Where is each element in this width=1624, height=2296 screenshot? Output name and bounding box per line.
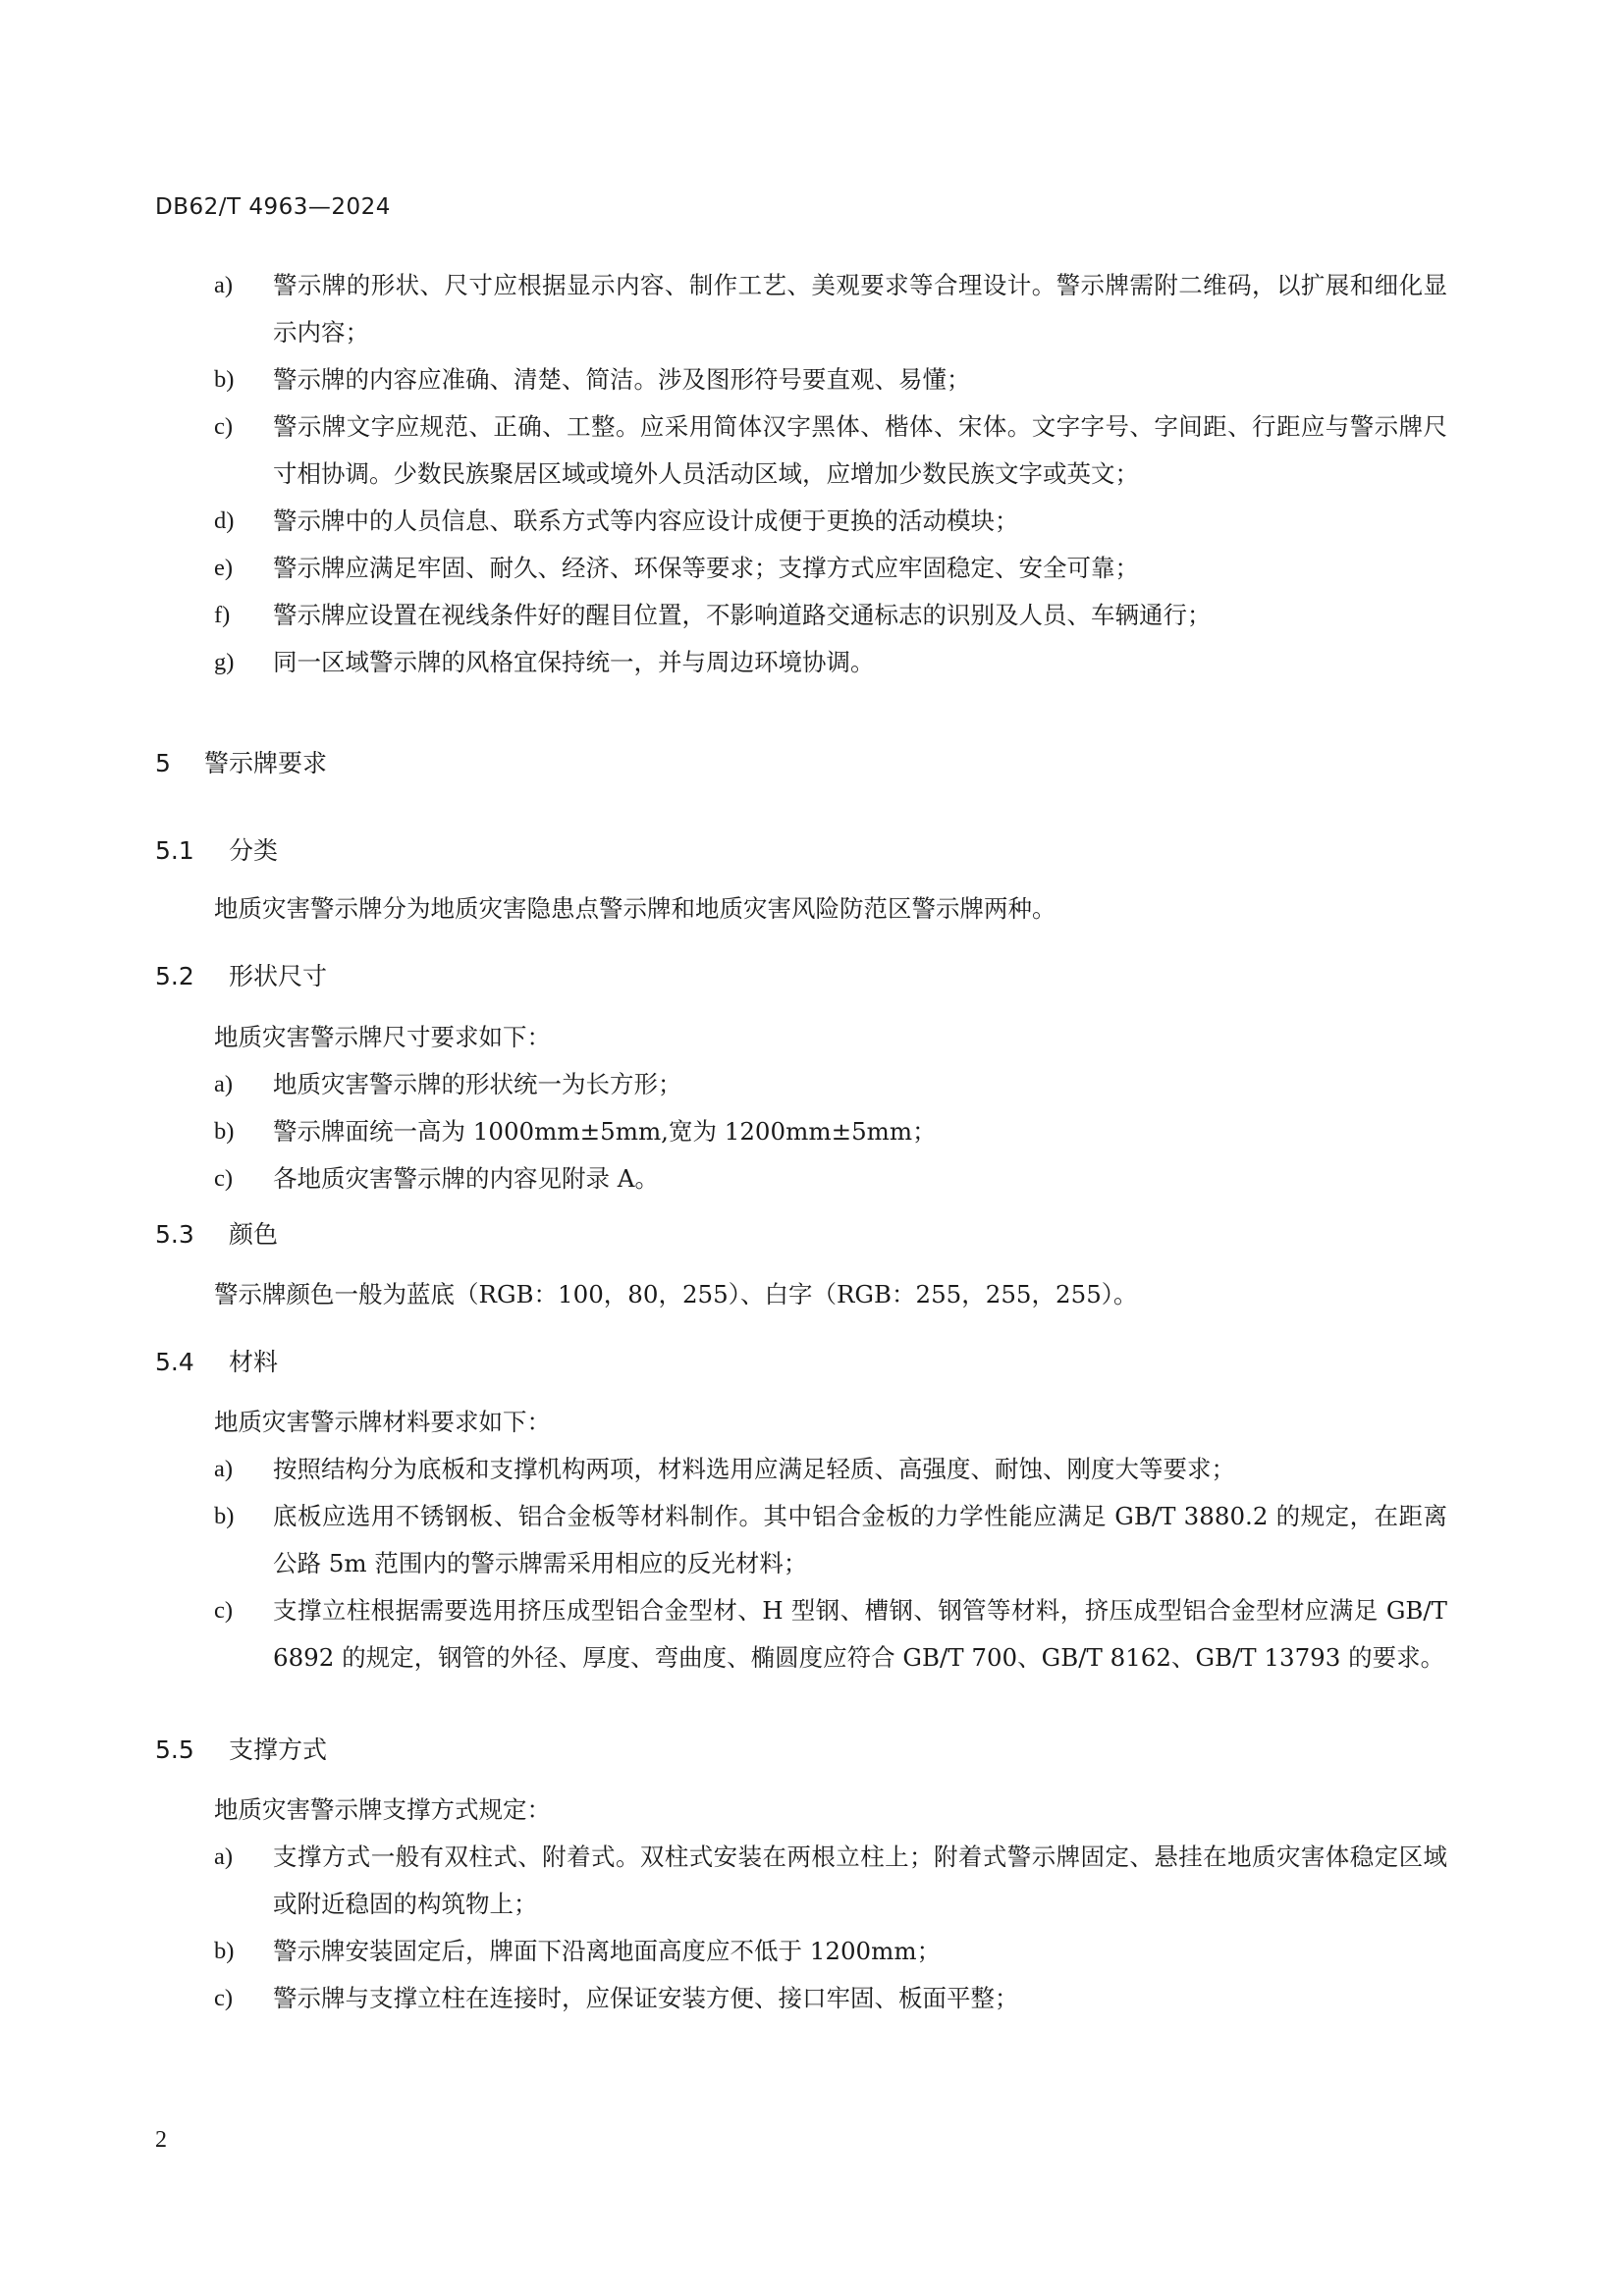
list-item: a) 警示牌的形状、尺寸应根据显示内容、制作工艺、美观要求等合理设计。警示牌需附二维码，以扩展和细化显示内容； <box>214 271 1447 347</box>
list-item: a) 按照结构分为底板和支撑机构两项，材料选用应满足轻质、高强度、耐蚀、刚度大等要求； <box>214 1455 1235 1483</box>
section-5-3-body: 警示牌颜色一般为蓝底（RGB：100，80，255）、白字（RGB：255，255，255）。 <box>214 1280 1138 1308</box>
list-item: c) 警示牌与支撑立柱在连接时，应保证安装方便、接口牢固、板面平整； <box>214 1984 1019 2012</box>
section-5-1-body: 地质灾害警示牌分为地质灾害隐患点警示牌和地质灾害风险防范区警示牌两种。 <box>214 894 1056 923</box>
section-5-5-intro: 地质灾害警示牌支撑方式规定： <box>214 1795 551 1824</box>
materials-list <box>0 1446 1624 1682</box>
list-item: e) 警示牌应满足牢固、耐久、经济、环保等要求；支撑方式应牢固稳定、安全可靠； <box>214 554 1139 582</box>
list-item: a) 支撑方式一般有双柱式、附着式。双柱式安装在两根立柱上；附着式警示牌固定、悬挂在地质灾害体稳定区域或附近稳固的构筑物上； <box>214 1842 1447 1918</box>
section-5-3-heading: 5.3 颜色 <box>155 1220 279 1249</box>
list-item: d) 警示牌中的人员信息、联系方式等内容应设计成便于更换的活动模块； <box>214 507 1019 535</box>
section-5-5-heading: 5.5 支撑方式 <box>155 1735 328 1764</box>
list-item: c) 支撑立柱根据需要选用挤压成型铝合金型材、H 型钢、槽钢、钢管等材料，挤压成型铝合金型材应满足 GB/T 6892 的规定，钢管的外径、厚度、弯曲度、椭圆度应符合 GB/T 700、GB/T 8162、GB/T 13793 的要求。 <box>214 1596 1447 1672</box>
list-item: b) 警示牌面统一高为 1000mm±5mm,宽为 1200mm±5mm； <box>214 1117 937 1146</box>
list-item: b) 警示牌的内容应准确、清楚、简洁。涉及图形符号要直观、易懂； <box>214 365 971 394</box>
design-requirements-list <box>0 262 1624 686</box>
list-item: c) 各地质灾害警示牌的内容见附录 A。 <box>214 1164 659 1193</box>
list-item: b) 警示牌安装固定后，牌面下沿离地面高度应不低于 1200mm； <box>214 1937 942 1965</box>
list-item: c) 警示牌文字应规范、正确、工整。应采用简体汉字黑体、楷体、宋体。文字字号、字间距、行距应与警示牌尺寸相协调。少数民族聚居区域或境外人员活动区域，应增加少数民族文字或英文； <box>214 412 1447 488</box>
shape-size-list <box>0 1061 1624 1202</box>
section-5-2-intro: 地质灾害警示牌尺寸要求如下： <box>214 1023 551 1051</box>
list-item: b) 底板应选用不锈钢板、铝合金板等材料制作。其中铝合金板的力学性能应满足 GB/T 3880.2 的规定，在距离公路 5m 范围内的警示牌需采用相应的反光材料； <box>214 1502 1447 1577</box>
section-5-4-intro: 地质灾害警示牌材料要求如下： <box>214 1408 551 1436</box>
section-5-heading: 5 警示牌要求 <box>155 749 328 777</box>
page-number: 2 <box>155 2127 167 2153</box>
section-5-1-heading: 5.1 分类 <box>155 836 279 865</box>
section-5-4-heading: 5.4 材料 <box>155 1348 279 1376</box>
list-item: g) 同一区域警示牌的风格宜保持统一，并与周边环境协调。 <box>214 648 875 676</box>
support-method-list <box>0 1834 1624 2022</box>
list-item: f) 警示牌应设置在视线条件好的醒目位置，不影响道路交通标志的识别及人员、车辆通行； <box>214 601 1212 629</box>
document-code: DB62/T 4963—2024 <box>155 194 391 220</box>
list-item: a) 地质灾害警示牌的形状统一为长方形； <box>214 1070 682 1098</box>
section-5-2-heading: 5.2 形状尺寸 <box>155 962 328 990</box>
